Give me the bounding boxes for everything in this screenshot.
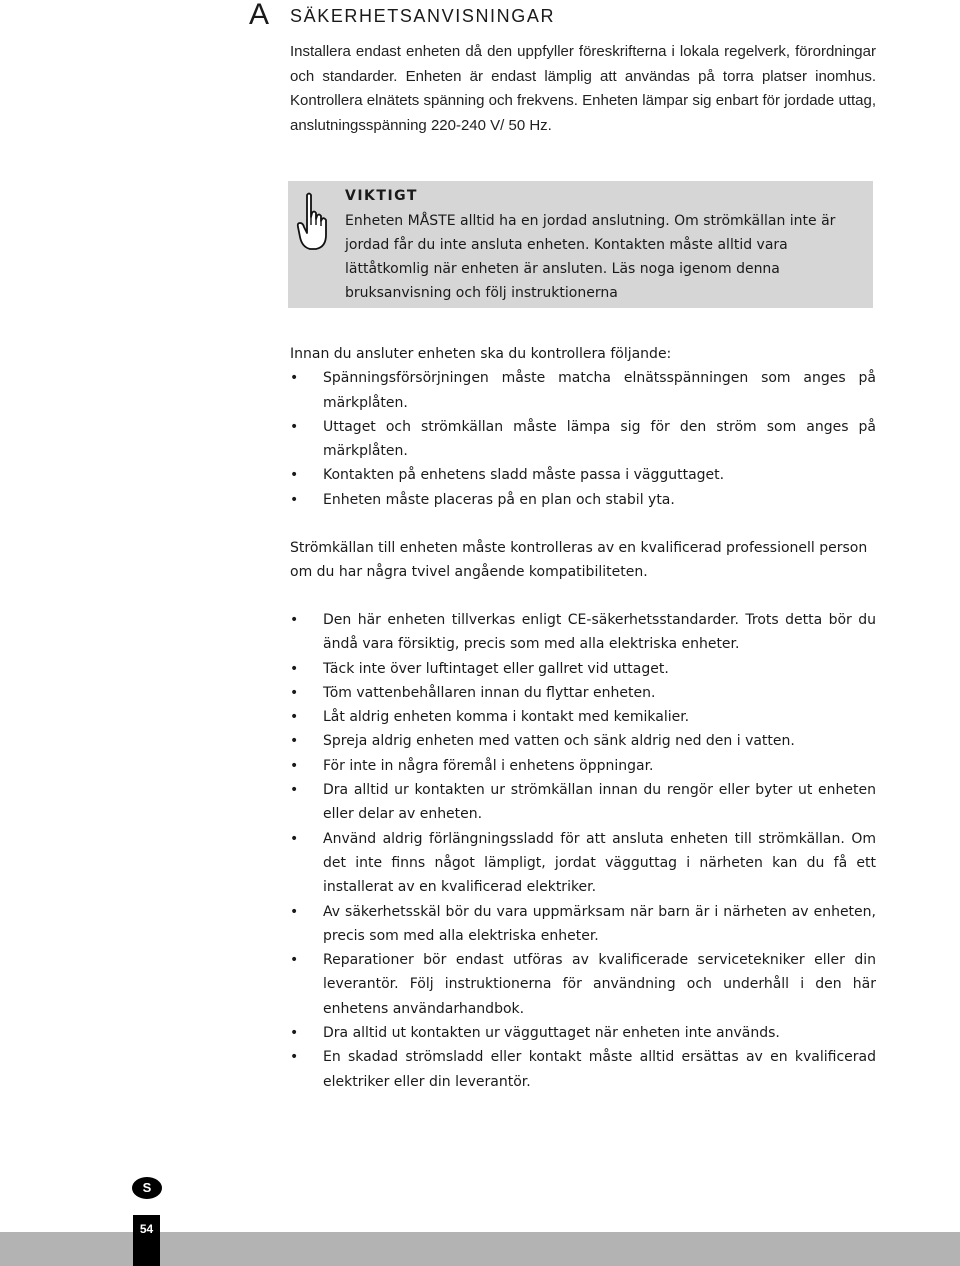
list-item: • Dra alltid ur kontakten ur strömkällan innan du rengör eller byter ut enheten eller delar av enheten. [290,778,876,827]
safety-section [290,608,876,1094]
intro-paragraph: Installera endast enheten då den uppfyller föreskrifterna i lokala regelverk, förordningar och standarder. Enheten är endast lämplig att användas på torra platser inomhus. Kontrollera elnätets spänning och frekvens. Enheten lämpar sig enbart för jordade uttag, anslutningsspänning 220-240 V/ 50 Hz. [290,43,876,134]
list-item: • Använd aldrig förlängningssladd för att ansluta enheten till strömkällan. Om det inte finns något lämpligt, jordat vägguttag i närheten kan du få ett installerat av en kvalificerad elektriker. [290,827,876,900]
list-item: • Låt aldrig enheten komma i kontakt med kemikalier. [290,705,876,729]
list-item: • Av säkerhetsskäl bör du vara uppmärksam när barn är i närheten av enheten, precis som med alla elektriska enheter. [290,900,876,949]
check-list [290,366,876,512]
safety-list [290,608,876,1094]
section-title: SÄKERHETSANVISNINGAR [290,6,556,26]
page-number-box [133,1215,160,1266]
compatibility-note: Strömkällan till enheten måste kontrolleras av en kvalificerad professionell person om du har några tvivel angående kompatibiliteten. [290,540,868,581]
list-item: • Den här enheten tillverkas enligt CE-säkerhetsstandarder. Trots detta bör du ändå vara försiktig, precis som med alla elektriska enheter. [290,608,876,657]
list-item: • Uttaget och strömkällan måste lämpa sig för den ström som anges på märkplåten. [290,415,876,464]
check-lead: Innan du ansluter enheten ska du kontrollera följande: [290,346,672,362]
pointing-hand-icon [296,191,330,253]
list-item: • Spänningsförsörjningen måste matcha elnätsspänningen som anges på märkplåten. [290,366,876,415]
warning-text: Enheten MÅSTE alltid ha en jordad anslutning. Om strömkällan inte är jordad får du inte ansluta enheten. Kontakten måste alltid vara lättåtkomlig när enheten är ansluten. Läs noga igenom denna bruksanvisning och följ instruktionerna [345,213,836,301]
list-item: • Dra alltid ut kontakten ur vägguttaget när enheten inte används. [290,1021,876,1045]
language-badge: S [132,1177,162,1199]
list-item: • Spreja aldrig enheten med vatten och sänk aldrig ned den i vatten. [290,729,876,753]
section-letter: A [249,0,270,31]
list-item: • Enheten måste placeras på en plan och stabil yta. [290,488,876,512]
list-item: • För inte in några föremål i enhetens öppningar. [290,754,876,778]
list-item: • Kontakten på enhetens sladd måste passa i vägguttaget. [290,463,876,487]
warning-box [288,181,873,308]
list-item: • Töm vattenbehållaren innan du flyttar enheten. [290,681,876,705]
warning-title: VIKTIGT [345,188,418,204]
list-item: • En skadad strömsladd eller kontakt måste alltid ersättas av en kvalificerad elektriker eller din leverantör. [290,1045,876,1094]
list-item: • Reparationer bör endast utföras av kvalificerade servicetekniker eller din leverantör. Följ instruktionerna för användning och underhåll i den här enhetens användarhandbok. [290,948,876,1021]
page-number: 54 [139,1222,154,1236]
check-section [290,342,876,512]
list-item: • Täck inte över luftintaget eller gallret vid uttaget. [290,657,876,681]
